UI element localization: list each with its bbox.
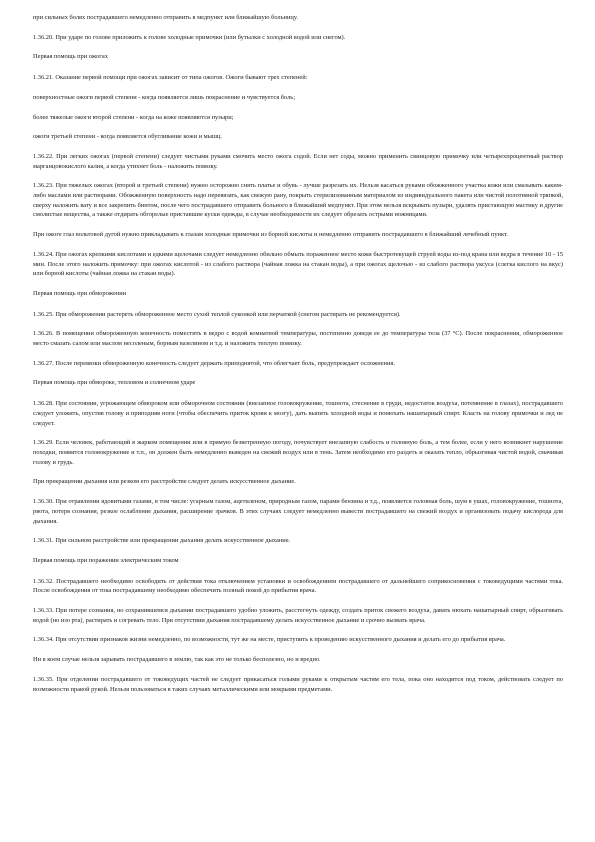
body-paragraph: 1.36.25. При обморожении растереть обмороженное место сухой теплой суконкой или перчаткой (снегом растирать не рекомендуется).: [33, 310, 401, 318]
body-paragraph: 1.36.29. Если человек, работающий в жарком помещении или в прямую безветренную погоду, почувствует внезапную слабость и головную боль, а тем более, если у него возникнет нарушение походки, появится головокружение и т.п., он должен быть немедленно выведен на свежий воздух или в тень. Затем необходимо его раздеть и оказать тепло, обрызгивая чистой водой, смачивая голову и грудь.: [33, 439, 563, 466]
body-paragraph: поверхностные ожоги первой степени - когда появляется лишь покраснение и чувствуется боль;: [33, 93, 295, 101]
body-paragraph: более тяжелые ожоги второй степени - когда на коже появляются пузыри;: [33, 113, 234, 121]
body-paragraph: 1.36.28. При состоянии, угрожающем обмороком или обморочном состоянии (внезапное головокружение, тошнота, стеснение в груди, недостаток воздуха, потемнение в глазах), пострадавшего следует уложить, опустив голову и приподняв ноги (чтобы обеспечить приток крови к мозгу), дать выпить холодной воды и понюхать нашатырный спирт. Класть на голову примочки и лед не следует.: [33, 400, 563, 427]
section-heading: Первая помощь при ожогах: [33, 53, 108, 61]
document-body: [33, 13, 563, 704]
section-heading: Первая помощь при обморожении: [33, 289, 127, 297]
body-paragraph: 1.36.20. При ударе по голове приложить к голове холодные примочки (или бутылки с холодной водой или снегом).: [33, 33, 346, 41]
body-paragraph: ожоги третьей степени - когда появляется обугливание кожи и мышц.: [33, 133, 222, 141]
body-paragraph: 1.36.24. При ожогах крепкими кислотами и едкими щелочами следует немедленно обильно обмыть пораженное место кожи быстротекущей струей воды из-под крана или ведра в течение 10 - 15 мин. После этого наложить примочку: при ожогах кислотой - из слабого раствора (чайная ложка на стакан воды), а при ожогах щелочью - из слабого раствора уксуса (слегка кислого на вкус) или борной кислоты (чайная ложка на стакан воды).: [33, 250, 563, 278]
body-paragraph: 1.36.32. Пострадавшего необходимо освободить от действия тока отключением установки и освобождением пострадавшего от дальнейшего соприкосновения с токоведущими частями тока. После освобождения от тока пострадавшему необходимо обеспечить полный покой до прибытия врача.: [33, 577, 563, 595]
body-paragraph: Ни в коем случае нельзя зарывать пострадавшего в землю, так как это не только бесполезно, но и вредно.: [33, 656, 321, 664]
body-paragraph: 1.36.30. При отравлении ядовитыми газами, в том числе: угарным газом, ацетиленом, природным газом, парами бензина и т.д., появляется головная боль, шум в ушах, головокружение, тошнота, рвота, потеря сознания, резкое ослабление дыхания, расширение зрачков. В этих случаях следует немедленно вывести пострадавшего на свежий воздух и организовать подачу кислорода для дыхания.: [33, 498, 563, 525]
body-paragraph: при сильных болях пострадавшего немедленно отправить в медпункт или ближайшую больницу.: [33, 14, 298, 21]
body-paragraph: 1.36.27. После перевязки обмороженную конечность следует держать приподнятой, что облегчает боль, предупреждает осложнения.: [33, 359, 395, 367]
body-paragraph: 1.36.33. При потере сознания, но сохранившемся дыхании пострадавшего удобно уложить, расстегнуть одежду, создать приток свежего воздуха, давать нюхать нашатырный спирт, обрызгивать водой (но изо рта), растирать и согревать тело. При отсутствии дыхания пострадавшему делать искусственное дыхание и срочно вызвать врача.: [33, 607, 563, 624]
body-paragraph: 1.36.26. В помещении обмороженную конечность поместить в ведро с водой комнатной температуры, постепенно доведя ее до температуры тела (37 °С). После покраснения, обмороженное место смазать салом или маслом несоленым, борным вазелином и т.д. и наложить теплую повязку.: [33, 330, 563, 348]
body-paragraph: 1.36.23. При тяжелых ожогах (второй и третьей степени) нужно осторожно снять платье и обувь - лучше разрезать их. Нельзя касаться руками обожженного участка кожи или смазывать каким-либо маслами или растворами. Обожженную поверхность надо перевязать, как свежую рану, покрыть стерилизованным материалом из индивидуального пакета или чистой полотняной тряпкой, сверху наложить вату и все закрепить бинтом, после чего пострадавшего отправить больного в ближайший медпункт. При этом нельзя вскрывать пузыри, удалять пристающую мастику и другие смолистые вещества, а также отдирать обгорелые приставшие куски одежды, в случае необходимости их следует обрезать острыми ножницами.: [33, 182, 563, 219]
body-paragraph: 1.36.35. При отделении пострадавшего от токоведущих частей не следует прикасаться голыми руками к открытым частям его тела, пока оно находится под током, действовать следует по возможности правой рукой. Нельзя пользоваться в таких случаях металлическими или мокрыми предметами.: [33, 675, 563, 693]
body-paragraph: 1.36.31. При сильном расстройстве или прекращении дыхания делать искусственное дыхание.: [33, 537, 291, 545]
body-paragraph: При прекращении дыхания или резком его расстройстве следует делать искусственное дыхание.: [33, 478, 296, 486]
body-paragraph: При ожоге глаз вольтовой дугой нужно прикладывать к глазам холодные примочки из борной кислоты и немедленно отправить пострадавшего в ближайший лечебный пункт.: [33, 231, 508, 239]
section-heading: Первая помощь при поражении электрическим током: [33, 556, 179, 564]
body-paragraph: 1.36.22. При легких ожогах (первой степени) следует чистыми руками смочить место ожога содой. Если нет соды, можно применить свинцовую примочку или четырехпроцентный раствор марганцовокислого калия, а когда утихнет боль - наложить повязку.: [33, 152, 563, 170]
body-paragraph: 1.36.34. При отсутствии признаков жизни немедленно, по возможности, тут же на месте, приступить к проведению искусственного дыхания и делать его до прибытия врача.: [33, 636, 506, 644]
body-paragraph: 1.36.21. Оказание первой помощи при ожогах зависит от типа ожогов. Ожоги бывают трех степеней:: [33, 74, 308, 82]
section-heading: Первая помощь при обмороке, тепловом и солнечном ударе: [33, 379, 196, 387]
